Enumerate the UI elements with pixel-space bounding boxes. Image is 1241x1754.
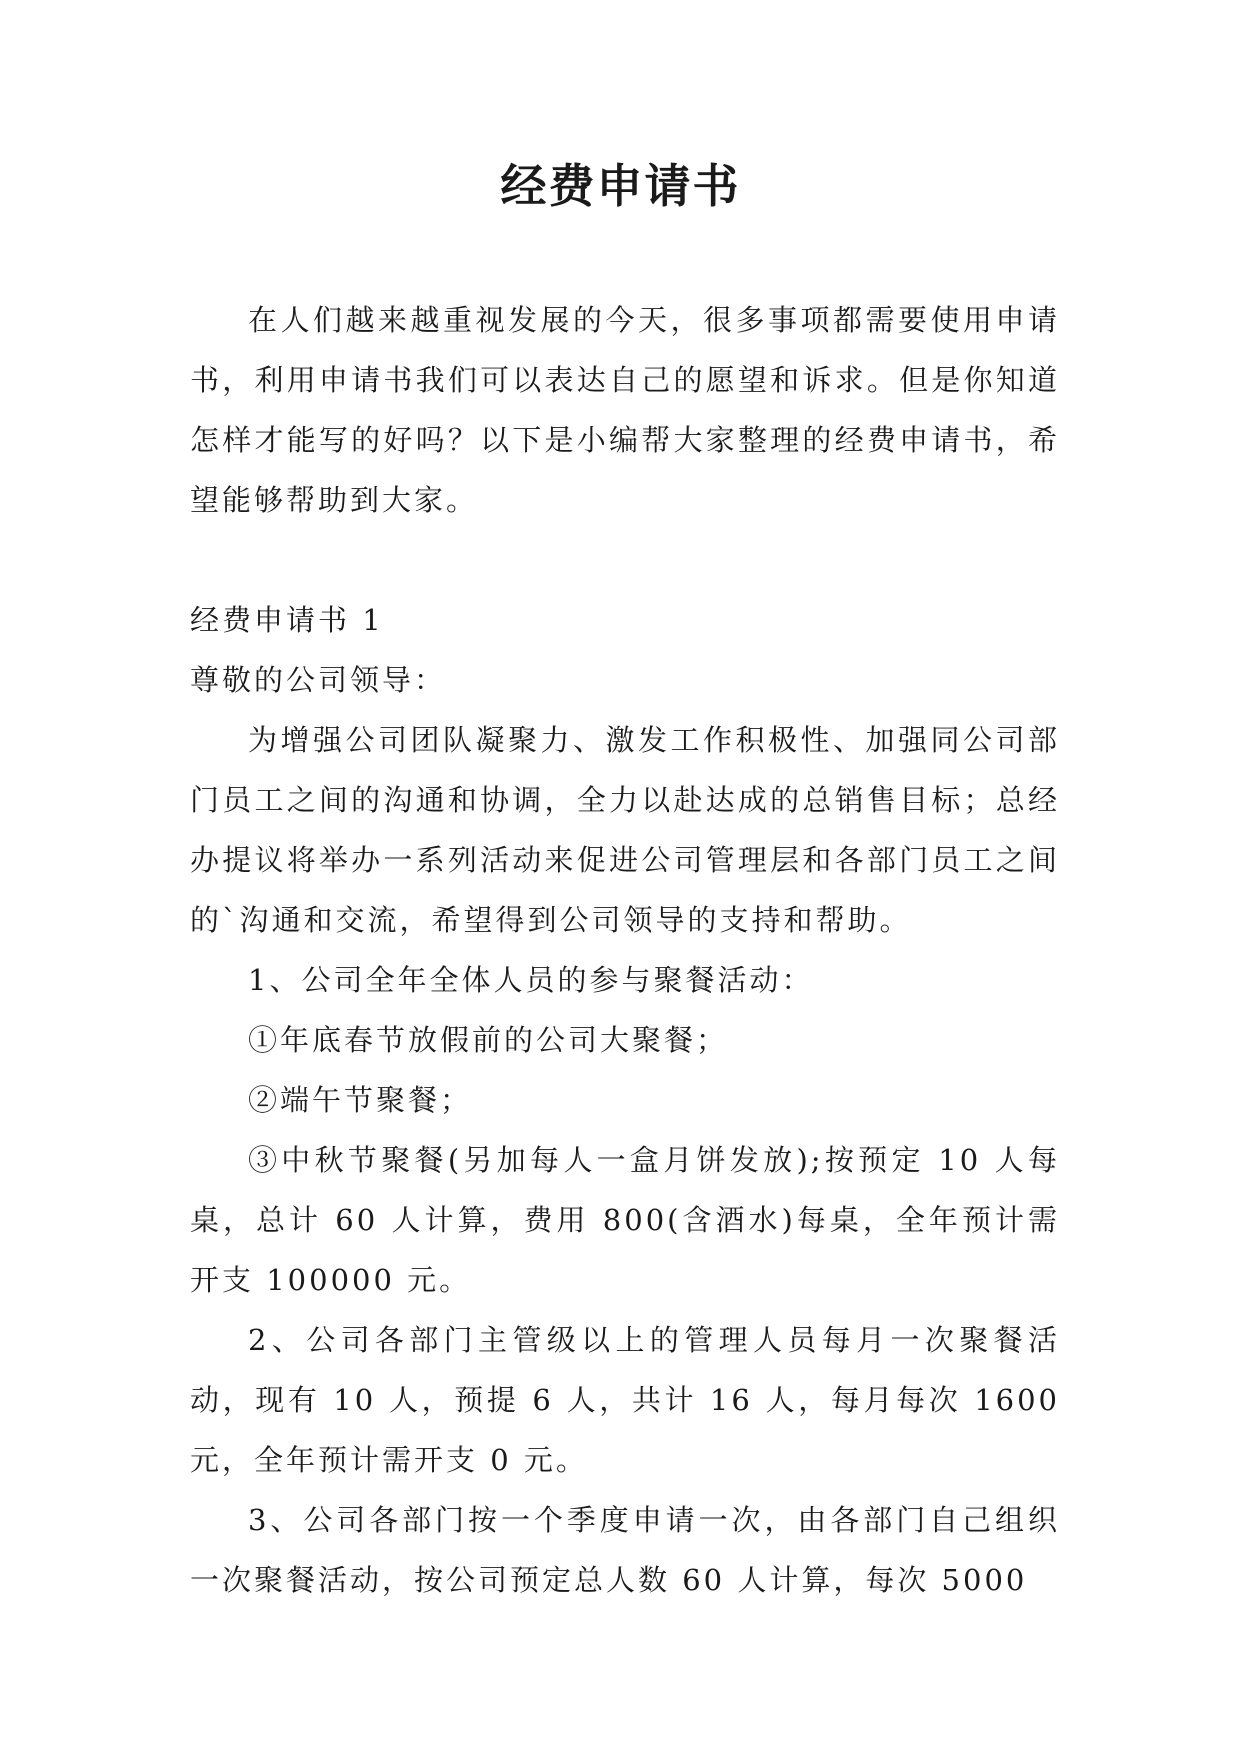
- salutation: 尊敬的公司领导：: [190, 663, 447, 697]
- body-paragraph: 2、公司各部门主管级以上的管理人员每月一次聚餐活动，现有 10 人，预提 6 人，共计 16 人，每月每次 1600 元，全年预计需开支 0 元。: [190, 1323, 1060, 1477]
- body-paragraph: ①年底春节放假前的公司大聚餐；: [248, 1023, 729, 1057]
- body-paragraph: 为增强公司团队凝聚力、激发工作积极性、加强同公司部门员工之间的沟通和协调，全力以赴达成的总销售目标；总经办提议将举办一系列活动来促进公司管理层和各部门员工之间的`沟通和交流，希望得到公司领导的支持和帮助。: [190, 723, 1060, 937]
- body-paragraph: 1、公司全年全体人员的参与聚餐活动：: [248, 963, 814, 997]
- document-title: 经费申请书: [500, 159, 741, 213]
- body-paragraph: ③中秋节聚餐(另加每人一盒月饼发放);按预定 10 人每桌，总计 60 人计算，费用 800(含酒水)每桌，全年预计需开支 100000 元。: [190, 1143, 1060, 1297]
- body-paragraph: 3、公司各部门按一个季度申请一次，由各部门自己组织一次聚餐活动，按公司预定总人数 60 人计算，每次 5000: [190, 1503, 1060, 1597]
- intro-paragraph: 在人们越来越重视发展的今天，很多事项都需要使用申请书，利用申请书我们可以表达自己的愿望和诉求。但是你知道怎样才能写的好吗？以下是小编帮大家整理的经费申请书，希望能够帮助到大家。: [190, 303, 1060, 517]
- section-heading: 经费申请书 1: [190, 603, 384, 637]
- body-paragraph: ②端午节聚餐；: [248, 1083, 473, 1117]
- document-body: [190, 290, 1060, 1610]
- spacer: [190, 530, 1060, 590]
